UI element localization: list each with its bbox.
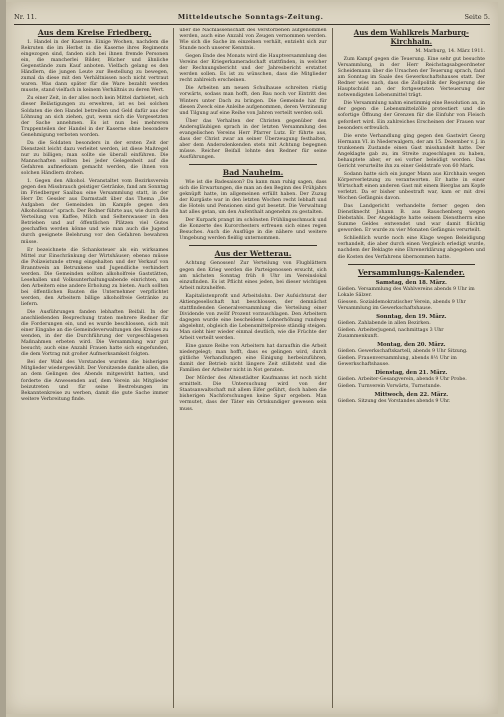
calendar-line: Gießen. Sitzung des Vorstandes abends 9 Uhr. xyxy=(337,399,451,405)
divider xyxy=(189,164,316,165)
article-paragraph: Die Arbeiten am neuen Schulhause schreiten rüstig vorwärts, sodass man hofft, den Bau noch vor Eintritt des Winters unter Dach zu bringen. Die Gemeinde hat für diesen Zweck eine Anleihe aufgenommen, deren Verzinsung und Tilgung auf eine Reihe von Jahren verteilt werden soll. xyxy=(179,86,327,116)
article-paragraph: 1. Gegen den Alkohol. Veranstaltet vom Bezirksverein gegen den Missbrauch geistiger Getränke, fand am Sonntag im Friedberger Saalbau eine Versammlung statt, in der Herr Dr. Gessler aus Darmstadt über das Thema „Die Aufgaben der Gemeinden im Kampfe gegen den Alkoholismus“ sprach. Der Redner führte aus, wie durch die Verteilung von Kaffee, Milch und Selterswasser in den Betrieben und auf öffentlichen Plätzen viel Gutes geschaffen werden könne und wie man auch die Jugend durch geeignete Belehrung vor den Gefahren bewahren müsse. xyxy=(21,179,169,245)
article-paragraph: über die Nachlassenschaft des Verstorbenen aufgenommen werden, auch eine Anzahl von Zeugen vernommen werden. Wie sich die Sache im einzelnen verhält, entzieht sich zur Stunde noch unserer Kenntnis. xyxy=(179,28,327,52)
article-paragraph: Eine ganze Reihe von Arbeitern hat daraufhin die Arbeit niedergelegt; man hofft, dass es gelingen wird, durch gütliche Verhandlungen eine Einigung herbeizuführen, damit der Betrieb nicht längere Zeit stillsteht und die Familien der Arbeiter nicht in Not geraten. xyxy=(179,344,327,374)
calendar-date: Dienstag, den 21. März. xyxy=(375,370,448,377)
calendar-line: Giessen. Sozialdemokratischer Verein, abends 9 Uhr Versammlung im Gewerkschaftshause. xyxy=(337,299,466,311)
section-heading: Aus dem Wahlkreis Marburg-Kirchhain. xyxy=(353,28,469,46)
calendar-line: Gießen. Arbeiterjugend, nachmittags 3 Uhr Zusammenkunft. xyxy=(337,327,444,339)
calendar-line: Gießen. Zahlabende in allen Bezirken. xyxy=(337,320,431,326)
article-paragraph: Sodann hatte sich ein junger Mann aus Kirchhain wegen Körperverletzung zu verantworten. Er hatte in einer Wirtschaft einen anderen Gast mit einem Bierglas am Kopfe verletzt. Da er bisher unbestraft war, kam er mit drei Wochen Gefängnis davon. xyxy=(337,171,485,202)
article-paragraph: Da die Soldaten besonders in der ersten Zeit der Dienstzeit leicht dazu verleitet werden, ist diese Maßregel nur zu billigen; man sollte sie überall einführen. Die Mannschaften sollten bei jeder Gelegenheit auf die Gefahren aufmerksam gemacht werden, die ihnen von solchen Händlern drohen. xyxy=(21,140,169,176)
article-paragraph: 1. Handel in der Kaserne. Einige Wochen, nachdem die Rekruten die im Herbst in die Kaserne ihres Regiments eingezogen sind, fanden sich bei ihnen fremde Personen ein, die mancherlei Bilder, Bücher und ähnliche Gegenstände zum Kauf anboten. Vielfach gelang es den Händlern, die jungen Leute zur Bestellung zu bewegen, zumal da diese mit den Verhältnissen noch nicht vertraut waren. Was dann später für die Ware bezahlt werden musste, stand vielfach in keinem Verhältnis zu deren Wert. xyxy=(21,40,169,94)
article-paragraph: Die Ausführungen fanden lebhaften Beifall. In der anschließenden Besprechung traten mehrere Redner für die Forderungen ein, und es wurde beschlossen, sich mit einer Eingabe an die Gemeindeverwaltungen des Kreises zu wenden, in der die Durchführung der vorgeschlagenen Maßnahmen erbeten wird. Die Versammlung war gut besucht; auch eine Anzahl Frauen hatte sich eingefunden, die dem Vortrag mit großer Aufmerksamkeit folgten. xyxy=(21,310,169,358)
article-paragraph: Zum Kampf gegen die Teuerung. Eine sehr gut besuchte Versammlung, in der Herr Reichstagsabgeordneter Scheidemann über die Ursachen der Teuerung sprach, fand am Sonntag im Saale des Gewerkschaftshauses statt. Der Redner wies nach, dass die Zollpolitik der Regierung die Hauptschuld an der fortgesetzten Verteuerung der notwendigsten Lebensmittel trägt. xyxy=(337,57,485,99)
article-paragraph: Das Landgericht verhandelte ferner gegen den Dienstknecht Johann B. aus Rauschenberg wegen Diebstahls. Der Angeklagte hatte seinem Dienstherrn eine Summe Geldes entwendet und war damit flüchtig geworden. Er wurde zu vier Monaten Gefängnis verurteilt. xyxy=(337,204,485,234)
article-paragraph: Kapitalistenprofit und Arbeitslohn. Der Aufsichtsrat der Aktiengesellschaft hat beschlossen, der demnächst stattfindenden Generalversammlung die Verteilung einer Dividende von zwölf Prozent vorzuschlagen. Den Arbeitern dagegen wurde eine bescheidene Lohnerhöhung rundweg abgelehnt, obgleich die Lebensmittelpreise ständig steigen. Man sieht hier wieder einmal deutlich, wie die Früchte der Arbeit verteilt werden. xyxy=(179,293,327,342)
newspaper-title: Mitteldeutsche Sonntags-Zeitung. xyxy=(177,13,324,21)
section-heading: Aus der Wetterau. xyxy=(214,249,292,259)
column-1 xyxy=(16,28,173,708)
article-paragraph: Wie ist die Badesaison? Da kann man ruhig sagen, dass sich die Erwartungen, die man an den Beginn des Frühjahrs geknüpft hatte, im allgemeinen erfüllt haben. Der Zuzug der Kurgäste war in den letzten Wochen recht lebhaft und die Hotels und Pensionen sind gut besetzt. Die Verwaltung hat alles getan, um den Aufenthalt angenehm zu gestalten. xyxy=(179,179,327,216)
section-heading: Bad Nauheim. xyxy=(222,167,284,177)
article-paragraph: Er bezeichnete die Schanksteuer als ein wirksames Mittel zur Einschränkung der Wirtshäuser; ebenso müsse die Polizeistunde streng eingehalten und der Verkauf von Branntwein an Betrunkene und Jugendliche verhindert werden. Die Gemeinden sollten alkoholfreie Gaststätten, Lesehallen und Volksunterhaltungsabende einrichten, um den Arbeitern eine andere Erholung zu bieten. Auch sollten bei öffentlichen Bauten die Unternehmer verpflichtet werden, den Arbeitern billige alkoholfreie Getränke zu liefern. xyxy=(21,247,169,307)
page-number: Seite 5. xyxy=(464,13,490,21)
article-paragraph: Gegen Ende des Monats wird die Hauptversammlung des Vereins der Kriegerkameradschaft stattfinden, in welcher der Rechnungsbericht und der Jahresbericht erstattet werden sollen. Es ist zu wünschen, dass die Mitglieder recht zahlreich erscheinen. xyxy=(179,54,327,84)
calendar-line: Gießen. Gewerkschaftskartell, abends 9 Uhr Sitzung. xyxy=(337,348,468,354)
calendar-entry xyxy=(338,342,485,368)
article-paragraph: Achtung Genossen! Zur Verteilung von Flugblättern gegen den Krieg werden die Parteigenossen ersucht, sich am nächsten Sonntag früh 8 Uhr im Vereinslokal einzufinden. Es ist Pflicht eines jeden, bei dieser wichtigen Arbeit mitzuhelfen. xyxy=(179,261,327,291)
dateline: M. Marburg, 14. März 1911. xyxy=(415,49,485,54)
calendar-entry xyxy=(338,370,485,390)
article-paragraph: Über das Verhalten der Christen gegenüber den Andersgläubigen sprach in der letzten Versammlung des evangelischen Vereins Herr Pfarrer Lutz. Er führte aus, dass der Christ zwar an seiner Überzeugung festhalten, aber dem Andersdenkenden stets mit Achtung begegnen müsse. Reicher Beifall lohnte den Redner für seine Ausführungen. xyxy=(179,118,327,160)
divider xyxy=(348,264,475,265)
issue-number: Nr. 11. xyxy=(14,13,37,21)
calendar-entry xyxy=(338,392,485,405)
calendar-entry xyxy=(338,280,485,312)
calendar-line: Gießen. Versammlung des Wahlvereins abends 9 Uhr im Lokale Sälzer. xyxy=(337,286,475,298)
article-paragraph: Der Mörder des Altenstädter Kaufmanns ist noch nicht ermittelt. Die Untersuchung wird von der Staatsanwaltschaft mit allem Eifer geführt, doch haben die bisherigen Nachforschungen keine Spur ergeben. Man vermutet, dass der Täter ein Ortskundiger gewesen sein muss. xyxy=(179,376,327,412)
calendar-line: Gießen. Arbeiter-Gesangverein, abends 9 Uhr Probe. xyxy=(337,377,467,383)
section-heading: Aus dem Kreise Friedberg. xyxy=(37,28,152,37)
article-paragraph: Zu einer Zeit, in der alles noch kein Mittel darbietet, sich dieser Belästigungen zu erwehren, ist es bei solchen Soldaten die den Handel betreiben und Geld dafür aus der Löhnung an sich ziehen, gut, wenn sich die Vorgesetzten der Sache annehmen. Es ist nun bei mehreren Truppenteilen der Handel in der Kaserne ohne besondere Genehmigung verboten worden. xyxy=(21,96,169,138)
article-paragraph: Die Versammlung nahm einstimmig eine Resolution an, in der gegen die Lebensmittelzölle protestiert und die sofortige Öffnung der Grenzen für die Einfuhr von Fleisch gefordert wird. Ein zahlreiches Erscheinen der Frauen war besonders erfreulich. xyxy=(337,101,485,131)
article-paragraph: Der Kurpark prangt im schönsten Frühlingsschmuck und die Konzerte des Kurorchesters erfreuen sich eines regen Besuches. Auch die Ausflüge in die nähere und weitere Umgebung werden fleißig unternommen. xyxy=(179,218,327,242)
calendar-line: Gießen. Turnverein Vorwärts, Turnstunde. xyxy=(337,384,442,390)
calendar-date: Montag, den 20. März. xyxy=(377,341,446,348)
page-header xyxy=(14,10,490,25)
columns xyxy=(16,28,490,708)
column-2 xyxy=(173,28,331,708)
calendar-heading: Versammlungs-Kalender. xyxy=(357,267,465,277)
article-paragraph: Schließlich wurde noch eine Klage wegen Beleidigung verhandelt, die aber durch einen Vergleich erledigt wurde, nachdem der Beklagte eine Ehrenerklärung abgegeben und die Kosten des Verfahrens übernommen hatte. xyxy=(337,236,485,260)
article-paragraph: Die erste Verhandlung ging gegen den Gastwirt Georg Hermann VI. in Niederwalgern, der am 15. Dezember v. J. in trunkenem Zustande einen Gast misshandelt hatte. Der Angeklagte gab zu, im Streite zugeschlagen zu haben, behauptete aber, er sei vorher beleidigt worden. Das Gericht verurteilte ihn zu einer Geldstrafe von 60 Mark. xyxy=(337,133,485,169)
column-3 xyxy=(332,28,490,708)
calendar-date: Sonntag, den 19. März. xyxy=(376,313,447,320)
newspaper-page xyxy=(6,2,498,714)
calendar-date: Samstag, den 18. März. xyxy=(375,279,447,286)
calendar-entry xyxy=(338,314,485,340)
divider xyxy=(189,245,316,246)
calendar-date: Mittwoch, den 22. März. xyxy=(374,392,449,399)
article-paragraph: Bei der Wahl des Vorstandes wurden die bisherigen Mitglieder wiedergewählt. Der Vorsitzende dankte allen, die an dem Gelingen des Abends mitgewirkt hatten, und forderte die Anwesenden auf, dem Verein als Mitglieder beizutreten und für seine Bestrebungen im Bekanntenkreise zu werben, damit die gute Sache immer weitere Verbreitung finde. xyxy=(21,360,169,402)
calendar-line: Gießen. Frauenversammlung, abends 8½ Uhr im Gewerkschaftshause. xyxy=(337,355,457,367)
